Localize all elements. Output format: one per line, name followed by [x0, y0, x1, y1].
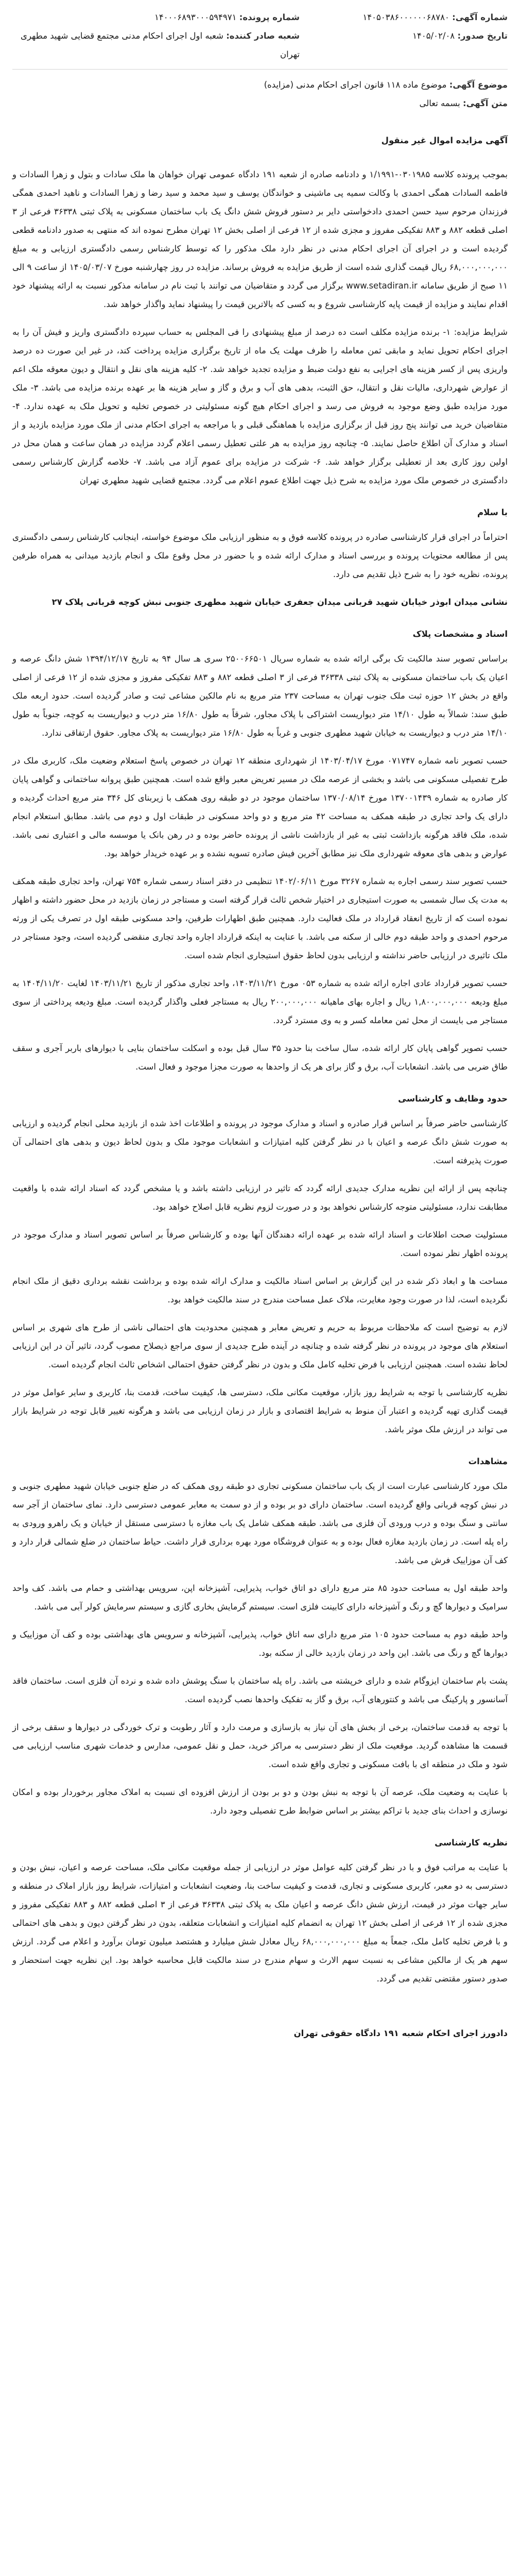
- notice-number-label: شماره آگهی:: [452, 12, 508, 22]
- notice-number-value: ۱۴۰۵۰۳۸۶۰۰۰۰۰۰۶۸۷۸۰: [362, 12, 449, 22]
- notice-header: [12, 8, 508, 70]
- documents-paragraph: حسب تصویر نامه شماره ۰۷۱۷۴۷ مورخ ۱۴۰۳/۰۴/۱۷ از شهرداری منطقه ۱۲ تهران در خصوص پاسخ استعلام وضعیت ملک، کاربری ملک در طرح تفصیلی مسکونی می باشد و بخشی از عرصه ملک در مسیر تعریض معبر واقع شده است. همچنین طبق پروانه ساختمانی و گواهی پایان کار صادره به شماره ۱۳۷۰۰۱۴۳۹ مورخ ۱۳۷۰/۰۸/۱۴ ساختمان موجود در دو طبقه روی همکف با زیربنای کل ۳۴۶ متر مربع احداث گردیده و دارای یک واحد تجاری در طبقه همکف به مساحت ۴۲ متر مربع و دو واحد مسکونی در طبقات اول و دوم می باشد. مطابق استعلام انجام شده، ملک فاقد هرگونه بازداشت ثبتی به غیر از بازداشت ناشی از پرونده حاضر بوده و در رهن بانک یا موسسه مالی و اعتباری نمی باشد. عوارض و بدهی های معوقه شهرداری ملک نیز مطابق آخرین فیش صادره تسویه نشده و بر عهده خریدار خواهد بود.: [12, 756, 508, 858]
- notice-paragraph-1: [12, 165, 508, 314]
- notice-paragraph-1-start: بموجب پرونده کلاسه ۰۳۰۱۹۸۵-۱/۱۹۹۱ و دادنامه صادره از شعبه ۱۹۱ دادگاه عمومی تهران خواهان ها ملک سادات و بتول و زهرا السادات و فاطمه السادات همگی احمدی با وکالت سمیه پی ماشینی و خواندگان یوسف و سید محمد و سید رضا و زهرا السادات و ناهید احمدی همگی فرزندان مرحوم سید حسن احمدی دادخواستی دایر بر دستور فروش شش دانگ یک باب ساختمان مسکونی به پلاک ثبتی ۳۶۳۳۸ فرعی از ۳ اصلی قطعه ۸۸۲ و ۸۸۳ تفکیکی مفروز و مجزی شده از ۱۲ فرعی از اصلی بخش ۱۲ تهران مطرح نموده اند که منتهی به صدور دادنامه قطعی گردیده است و در اجرای آن اجرای احکام مدنی در نظر دارد ملک مذکور را که توسط کارشناس رسمی دادگستری ارزیابی و به مبلغ ۶۸,۰۰۰,۰۰۰,۰۰۰ ریال قیمت گذاری شده است از طریق مزایده به فروش برساند. مزایده در روز چهارشنبه مورخ ۱۴۰۵/۰۳/۰۷ از ساعت ۹ الی ۱۱ صبح از طریق سامانه: [12, 170, 508, 291]
- observations-paragraph: واحد طبقه دوم به مساحت حدود ۱۰۵ متر مربع دارای سه اتاق خواب، پذیرایی، آشپزخانه و سرویس های بهداشتی بوده و کف آن موزاییک و دیوارها گچ و رنگ می باشد. این واحد در زمان بازدید خالی از سکنه بود.: [12, 1630, 508, 1658]
- observations-paragraph: ملک مورد کارشناسی عبارت است از یک باب ساختمان مسکونی تجاری دو طبقه روی همکف که در ضلع جنوبی خیابان شهید مطهری جنوبی و در نبش کوچه قربانی واقع گردیده است. ساختمان دارای دو بر بوده و از دو سمت به معابر عمومی دسترسی دارد. نمای ساختمان از آجر سه سانتی و سنگ بوده و درب ورودی آن فلزی می باشد. طبقه همکف شامل یک باب مغازه با دسترسی مستقل از خیابان و یک راهرو ورودی به راه پله است. در زمان بازدید مغازه فعال بوده و به عنوان فروشگاه مورد بهره برداری قرار داشت. حیاط ساختمان در ضلع شمالی قرار دارد و کف آن موزاییک فرش می باشد.: [12, 1481, 508, 1565]
- scope-paragraph: مسئولیت صحت اطلاعات و اسناد ارائه شده بر عهده ارائه دهندگان آنها بوده و کارشناس صرفاً بر اساس تصویر اسناد و مدارک موجود در پرونده اظهار نظر نموده است.: [12, 1230, 508, 1258]
- text-label: متن آگهی:: [463, 98, 508, 108]
- page-title: آگهی مزایده اموال غیر منقول: [381, 135, 508, 145]
- observations-heading: مشاهدات: [468, 1456, 508, 1466]
- issuing-branch-label: شعبه صادر کننده:: [226, 31, 300, 41]
- case-number: [12, 8, 300, 27]
- case-number-value: ۱۴۰۰۰۶۸۹۳۰۰۰۵۹۴۹۷۱: [154, 12, 237, 22]
- documents-paragraph: حسب تصویر سند رسمی اجاره به شماره ۳۲۶۷ مورخ ۱۴۰۲/۰۶/۱۱ تنظیمی در دفتر اسناد رسمی شماره ۷۵۴ تهران، واحد تجاری طبقه همکف به مدت یک سال شمسی به صورت استیجاری در اختیار شخص ثالث قرار گرفته است و مستاجر در زمان بازدید در محل حضور داشته و اظهار نموده است که از تاریخ انعقاد قرارداد در ملک فعالیت دارد. همچنین طبق اظهارات طرفین، واحد مسکونی طبقه اول در تصرف یکی از ورثه مرحوم احمدی و واحد طبقه دوم خالی از سکنه می باشد. با عنایت به اینکه قرارداد اجاره واحد تجاری منقضی گردیده است، وجود مستاجر در ملک تاثیری در ارزیابی حاضر نداشته و ارزیابی بدون لحاظ حقوق استیجاری انجام شده است.: [12, 876, 508, 960]
- subject-label: موضوع آگهی:: [449, 80, 508, 90]
- scope-paragraph: کارشناسی حاضر صرفاً بر اساس قرار صادره و اسناد و مدارک موجود در پرونده و اطلاعات اخذ شده از بازدید محلی انجام گردیده و ارزیابی به صورت شش دانگ عرصه و اعیان با در نظر گرفتن کلیه امتیازات و انشعابات موجود ملک و بدون لحاظ دیون و بدهی های احتمالی آن صورت پذیرفته است.: [12, 1118, 508, 1165]
- scope-heading: حدود وظایف و کارشناسی: [398, 1094, 508, 1104]
- documents-paragraph: حسب تصویر قرارداد عادی اجاره ارائه شده به شماره ۰۵۳ مورخ ۱۴۰۳/۱۱/۲۱، واحد تجاری مذکور از تاریخ ۱۴۰۳/۱۱/۲۱ لغایت ۱۴۰۴/۱۱/۲۰ به مبلغ ودیعه ۱,۸۰۰,۰۰۰,۰۰۰ ریال و اجاره بهای ماهیانه ۲۰۰,۰۰۰,۰۰۰ ریال به مستاجر فعلی واگذار گردیده است. مبلغ ودیعه پرداختی از سوی مستاجر می بایست از محل ثمن معامله کسر و به وی مسترد گردد.: [12, 978, 508, 1025]
- scope-paragraph: نظریه کارشناسی با توجه به شرایط روز بازار، موقعیت مکانی ملک، دسترسی ها، کیفیت ساخت، قدمت بنا، کاربری و سایر عوامل موثر در قیمت گذاری تهیه گردیده و اعتبار آن منوط به شرایط اقتصادی و بازار در زمان ارزیابی می باشد و هرگونه تغییر قابل توجه در شرایط بازار می تواند در ارزش ملک موثر باشد.: [12, 1387, 508, 1434]
- signature-line: دادورز اجرای احکام شعبه ۱۹۱ دادگاه حقوقی تهران: [293, 2028, 508, 2038]
- issue-date: [312, 27, 508, 64]
- scope-paragraph: مساحت ها و ابعاد ذکر شده در این گزارش بر اساس اسناد مالکیت و مدارک ارائه شده بوده و برداشت نقشه برداری دقیق از ملک انجام نگردیده است، لذا در صورت وجود مغایرت، ملاک عمل مساحت مندرج در سند مالکیت خواهد بود.: [12, 1276, 508, 1304]
- documents-paragraph: براساس تصویر سند مالکیت تک برگی ارائه شده به شماره سریال ۲۵۰۰۶۶۵۰۱ سری هـ سال ۹۴ به تاریخ ۱۳۹۴/۱۲/۱۷ شش دانگ عرصه و اعیان یک باب ساختمان مسکونی به پلاک ثبتی ۳۶۳۳۸ فرعی از ۳ اصلی قطعه ۸۸۲ و ۸۸۳ تفکیکی مفروز و مجزی شده از ۱۲ فرعی از اصلی واقع در بخش ۱۲ حوزه ثبت ملک جنوب تهران به مساحت ۲۳۷ متر مربع به نام مالکین مشاعی ثبت و صادر گردیده است. حدود اربعه ملک طبق سند: شمالاً به طول ۱۴/۱۰ متر دیواریست اشتراکی با پلاک مجاور، شرقاً به طول ۱۶/۸۰ متر درب و دیواریست به کوچه، جنوباً به طول ۱۴/۱۰ متر درب و دیواریست به خیابان شهید مطهری جنوبی و غرباً به طول ۱۶/۸۰ متر دیواریست به پلاک مجاور. حقوق ارتفاقی ندارد.: [12, 654, 508, 738]
- report-greeting: با سلام: [477, 507, 508, 517]
- notice-paragraph-1-end: برگزار می گردد و متقاضیان می توانند با ثبت نام در سامانه مذکور نسبت به ارائه پیشنهاد خود اقدام نمایند و مزایده از قیمت پایه کارشناسی شروع و به کسی که بالاترین قیمت را پیشنهاد نماید واگذار خواهد شد.: [12, 281, 508, 309]
- subject-value: موضوع ماده ۱۱۸ قانون اجرای احکام مدنی (مزایده): [264, 80, 447, 90]
- notice-text-line: [12, 94, 508, 113]
- notice-subject: [12, 76, 508, 94]
- issuing-branch-value: شعبه اول اجرای احکام مدنی مجتمع قضایی شهید مطهری تهران: [21, 31, 300, 59]
- scope-paragraph: چنانچه پس از ارائه این نظریه مدارک جدیدی ارائه گردد که تاثیر در ارزیابی داشته باشد و یا مشخص گردد که اسناد ارائه شده با واقعیت مطابقت ندارد، مسئولیتی متوجه کارشناس نخواهد بود و در صورت لزوم نظریه قابل اصلاح خواهد بود.: [12, 1183, 508, 1212]
- case-number-label: شماره پرونده:: [239, 12, 300, 22]
- observations-paragraph: با توجه به قدمت ساختمان، برخی از بخش های آن نیاز به بازسازی و مرمت دارد و آثار رطوبت و ترک خوردگی در دیوارها و سقف برخی از قسمت ها مشاهده گردید. موقعیت ملک از نظر دسترسی به مراکز خرید، حمل و نقل عمومی، مدارس و خدمات شهری مناسب ارزیابی می شود و ملک در منطقه ای با بافت مسکونی و تجاری واقع شده است.: [12, 1722, 508, 1769]
- expert-opinion-paragraph: با عنایت به مراتب فوق و با در نظر گرفتن کلیه عوامل موثر در ارزیابی از جمله موقعیت مکانی ملک، مساحت عرصه و اعیان، نبش بودن و دسترسی به دو معبر، کاربری مسکونی و تجاری، قدمت و کیفیت ساخت بنا، وضعیت انشعابات و امتیازات، شرایط روز بازار املاک در منطقه و سایر جهات موثر در قیمت، ارزش شش دانگ عرصه و اعیان ملک به پلاک ثبتی ۳۶۳۳۸ فرعی از ۳ اصلی قطعه ۸۸۲ و ۸۸۳ تفکیکی مفروز و مجزی شده از ۱۲ فرعی از اصلی بخش ۱۲ تهران به انضمام کلیه امتیازات و انشعابات متعلقه، بدون در نظر گرفتن دیون و بدهی های احتمالی و با فرض تخلیه کامل ملک، جمعاً به مبلغ ۶۸,۰۰۰,۰۰۰,۰۰۰ ریال معادل شش میلیارد و هشتصد میلیون تومان برآورد و اعلام می گردد. ارزش سهم هر یک از مالکین مشاعی به نسبت سهم الارث و سهام مندرج در سند مالکیت قابل محاسبه خواهد بود. این نظریه جهت استحضار و صدور دستور مقتضی تقدیم می گردد.: [12, 1862, 508, 1984]
- issue-date-value: ۱۴۰۵/۰۲/۰۸: [412, 31, 455, 41]
- notice-paragraph-2: شرایط مزایده: ۱- برنده مزایده مکلف است ده درصد از مبلغ پیشنهادی را فی المجلس به حساب سپرده دادگستری واریز و فیش آن را به اجرای احکام تحویل نماید و مابقی ثمن معامله را ظرف مهلت یک ماه از تاریخ برگزاری مزایده پرداخت کند، در غیر این صورت ده درصد واریزی پس از کسر هزینه های اجرایی به نفع دولت ضبط و مزایده تجدید خواهد شد. ۲- کلیه هزینه های نقل و انتقال و دیون معوقه ملک اعم از عوارض شهرداری، مالیات نقل و انتقال، حق الثبت، بدهی های آب و برق و گاز و سایر هزینه ها بر عهده برنده مزایده می باشد. ۳- ملک مورد مزایده طبق وضع موجود به فروش می رسد و اجرای احکام هیچ گونه مسئولیتی در خصوص تخلیه و تحویل ملک به عهده ندارد. ۴- متقاضیان خرید می توانند پنج روز قبل از برگزاری مزایده با هماهنگی قبلی و با مراجعه به اجرای احکام مدنی از ملک مورد مزایده بازدید و از اسناد و مدارک آن اطلاع حاصل نمایند. ۵- چنانچه روز مزایده به هر علتی تعطیل رسمی اعلام گردد مزایده در همان ساعت و همان محل در اولین روز کاری بعد از تعطیلی برگزار خواهد شد. ۶- شرکت در مزایده برای عموم آزاد می باشد. ۷- خلاصه گزارش کارشناس رسمی دادگستری در خصوص ملک مورد مزایده به شرح ذیل جهت اطلاع عموم اعلام می گردد. مجتمع قضایی شهید مطهری تهران: [12, 327, 508, 485]
- notice-number: [312, 8, 508, 27]
- setadiran-website-link[interactable]: www.setadiran.ir: [346, 281, 418, 291]
- issuing-branch: [12, 27, 300, 64]
- observations-paragraph: با عنایت به وضعیت ملک، عرصه آن با توجه به نبش بودن و دو بر بودن از ارزش افزوده ای نسبت به املاک مجاور برخوردار بوده و امکان نوسازی و احداث بنای جدید با تراکم بیشتر بر اساس ضوابط طرح تفصیلی وجود دارد.: [12, 1787, 508, 1816]
- issue-date-label: تاریخ صدور:: [457, 31, 508, 41]
- text-opening: بسمه تعالی: [419, 98, 460, 108]
- observations-paragraph: پشت بام ساختمان ایزوگام شده و دارای خرپشته می باشد. راه پله ساختمان با سنگ پوشش داده شده و نرده آن فلزی است. ساختمان فاقد آسانسور و پارکینگ می باشد و کنتورهای آب، برق و گاز به تفکیک واحدها نصب گردیده است.: [12, 1676, 508, 1704]
- observations-paragraph: واحد طبقه اول به مساحت حدود ۸۵ متر مربع دارای دو اتاق خواب، پذیرایی، آشپزخانه اپن، سرویس بهداشتی و حمام می باشد. کف واحد سرامیک و دیوارها گچ و رنگ و آشپزخانه دارای کابینت فلزی است. سیستم گرمایش بخاری گازی و سیستم سرمایش کولر آبی می باشد.: [12, 1583, 508, 1612]
- expert-opinion-heading: نظریه کارشناسی: [435, 1838, 508, 1848]
- property-address: نشانی میدان ابوذر خیابان شهید قربانی میدان جعفری خیابان شهید مطهری جنوبی نبش کوچه قربانی پلاک ۲۷: [51, 597, 508, 607]
- documents-heading: اسناد و مشخصات پلاک: [412, 629, 508, 639]
- documents-paragraph: حسب تصویر گواهی پایان کار ارائه شده، سال ساخت بنا حدود ۳۵ سال قبل بوده و اسکلت ساختمان بنایی با دیوارهای باربر آجری و سقف طاق ضربی می باشد. انشعابات آب، برق و گاز برای هر یک از واحدها به صورت مجزا موجود و فعال است.: [12, 1043, 508, 1072]
- scope-paragraph: لازم به توضیح است که ملاحظات مربوط به حریم و تعریض معابر و همچنین محدودیت های احتمالی ناشی از طرح های شهری بر اساس استعلام های موجود در پرونده در نظر گرفته شده و چنانچه در آینده طرح جدیدی از سوی مراجع ذیصلاح مصوب گردد، تاثیر آن در این ارزیابی لحاظ نشده است. همچنین ارزیابی با فرض تخلیه کامل ملک و بدون در نظر گرفتن حقوق احتمالی اشخاص ثالث انجام گردیده است.: [12, 1323, 508, 1369]
- report-intro: احتراماً در اجرای قرار کارشناسی صادره در پرونده کلاسه فوق و به منظور ارزیابی ملک موضوع خواسته، اینجانب کارشناس رسمی دادگستری پس از مطالعه محتویات پرونده و بررسی اسناد و مدارک ارائه شده و با حضور در محل وقوع ملک و انجام بازدید میدانی به همراه طرفین پرونده، نظریه خود را به شرح ذیل تقدیم می دارد.: [12, 532, 508, 579]
